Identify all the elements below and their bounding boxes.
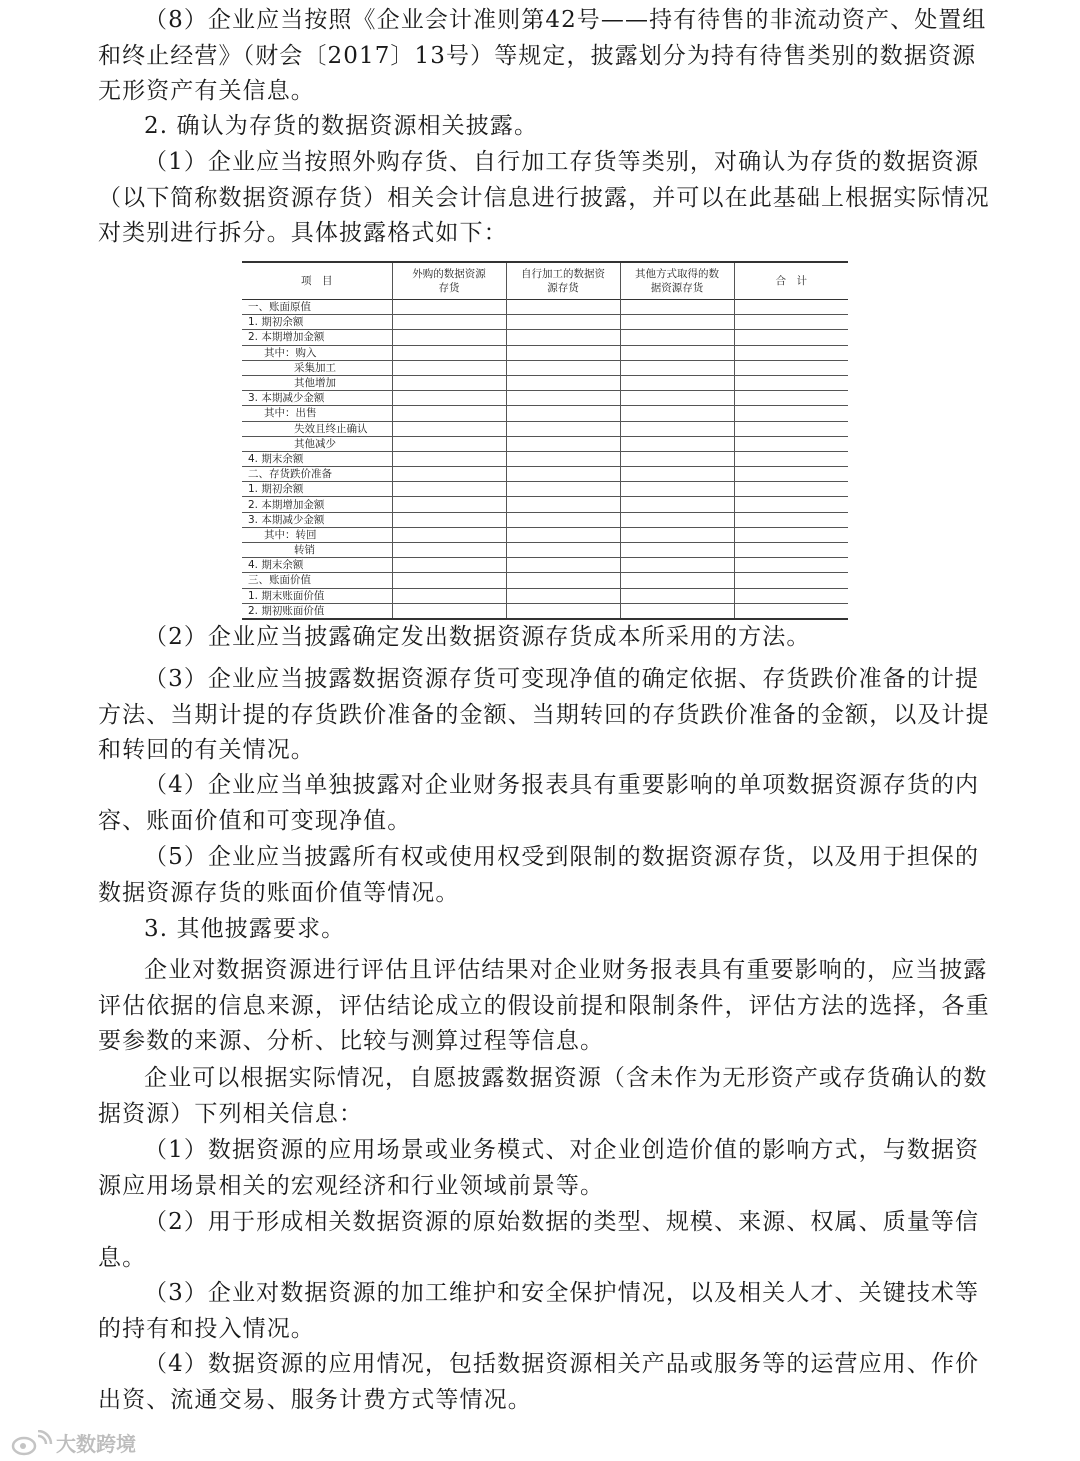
section-heading-inventory: 2. 确认为存货的数据资源相关披露。 [144, 113, 539, 139]
paragraph-restricted-inventory: （5）企业应当披露所有权或使用权受到限制的数据资源存货，以及用于担保的数据资源存货的账面价值等情况。 [98, 844, 980, 906]
paragraph-significant-items: （4）企业应当单独披露对企业财务报表具有重要影响的单项数据资源存货的内容、账面价值和可变现净值。 [98, 772, 980, 834]
section-heading-other: 3. 其他披露要求。 [144, 916, 346, 942]
paragraph-voluntary: 企业可以根据实际情况，自愿披露数据资源（含未作为无形资产或存货确认的数据资源）下列相关信息： [98, 1065, 988, 1127]
paragraph-evaluation: 企业对数据资源进行评估且评估结果对企业财务报表具有重要影响的，应当披露评估依据的信息来源，评估结论成立的假设前提和限制条件，评估方法的选择，各重要参数的来源、分析、比较与测算过程等信息。 [98, 957, 990, 1054]
header-item: 项 目 [301, 275, 333, 287]
table-row [242, 360, 848, 375]
paragraph-cost-method: （2）企业应当披露确定发出数据资源存货成本所采用的方法。 [144, 624, 811, 650]
table-row [242, 558, 848, 573]
table-row [242, 527, 848, 542]
header-purchased [392, 262, 506, 300]
header-other-acquired [620, 262, 734, 300]
paragraph-application-status: （4）数据资源的应用情况，包括数据资源相关产品或服务等的运营应用、作价出资、流通交易、服务计费方式等情况。 [98, 1351, 980, 1413]
table-row [242, 512, 848, 527]
row-label: 1. 期初余额 [248, 316, 304, 329]
watermark [10, 1428, 136, 1457]
row-label: 二、存货跌价准备 [248, 468, 332, 481]
disclosure-table [242, 261, 848, 620]
paragraph-inventory-categories: （1）企业应当按照外购存货、自行加工存货等类别，对确认为存货的数据资源（以下简称数据资源存货）相关会计信息进行披露，并可以在此基础上根据实际情况对类别进行拆分。具体披露格式如下： [98, 149, 990, 246]
row-label: 转销 [294, 544, 315, 557]
table-row [242, 497, 848, 512]
row-label: 一、账面原值 [248, 301, 311, 314]
row-label: 2. 本期增加金额 [248, 498, 325, 511]
table-row [242, 573, 848, 588]
table-row [242, 406, 848, 421]
header-other-acquired-label: 其他方式取得的数据资源存货 [635, 268, 719, 294]
header-self-processed [506, 262, 620, 300]
table-row [242, 300, 848, 315]
header-self-processed-label: 自行加工的数据资源存货 [521, 268, 605, 294]
table-row [242, 543, 848, 558]
table-row [242, 421, 848, 436]
paragraph-net-realizable-value: （3）企业应当披露数据资源存货可变现净值的确定依据、存货跌价准备的计提方法、当期计提的存货跌价准备的金额、当期转回的存货跌价准备的金额，以及计提和转回的有关情况。 [98, 666, 990, 763]
table-row [242, 330, 848, 345]
row-label: 1. 期末账面价值 [248, 589, 325, 602]
header-purchased-label: 外购的数据资源存货 [412, 268, 486, 294]
paragraph-raw-data: （2）用于形成相关数据资源的原始数据的类型、规模、来源、权属、质量等信息。 [98, 1209, 980, 1271]
paragraph-held-for-sale: （8）企业应当按照《企业会计准则第42号——持有待售的非流动资产、处置组和终止经营》（财会〔2017〕13号）等规定，披露划分为持有待售类别的数据资源无形资产有关信息。 [98, 7, 987, 104]
row-label: 3. 本期减少金额 [248, 392, 325, 405]
paragraph-application-scenarios: （1）数据资源的应用场景或业务模式、对企业创造价值的影响方式，与数据资源应用场景相关的宏观经济和行业领域前景等。 [98, 1137, 980, 1199]
watermark-text: 大数跨境 [56, 1432, 136, 1456]
table-row [242, 451, 848, 466]
table-row [242, 345, 848, 360]
row-label: 4. 期末余额 [248, 452, 304, 465]
row-label: 其中：转回 [264, 528, 317, 541]
row-label: 2. 期初账面价值 [248, 604, 325, 617]
row-label: 采集加工 [294, 361, 336, 374]
table-row [242, 588, 848, 603]
row-label: 2. 本期增加金额 [248, 331, 325, 344]
header-total: 合 计 [734, 262, 848, 300]
table-row [242, 315, 848, 330]
row-label: 其他增加 [294, 377, 336, 390]
row-label: 失效且终止确认 [294, 422, 368, 435]
row-label: 其中：购入 [264, 346, 317, 359]
table-row [242, 375, 848, 390]
row-label: 3. 本期减少金额 [248, 513, 325, 526]
row-label: 其中：出售 [264, 407, 317, 420]
row-label: 1. 期初余额 [248, 483, 304, 496]
table-row [242, 467, 848, 482]
table-row [242, 482, 848, 497]
table-header-row [242, 262, 848, 300]
table-row [242, 391, 848, 406]
row-label: 三、账面价值 [248, 574, 311, 587]
table-row [242, 436, 848, 451]
paragraph-maintenance: （3）企业对数据资源的加工维护和安全保护情况，以及相关人才、关键技术等的持有和投入情况。 [98, 1280, 980, 1342]
row-label: 其他减少 [294, 437, 336, 450]
row-label: 4. 期末余额 [248, 559, 304, 572]
table-row [242, 603, 848, 619]
weibo-logo-icon [10, 1430, 54, 1456]
